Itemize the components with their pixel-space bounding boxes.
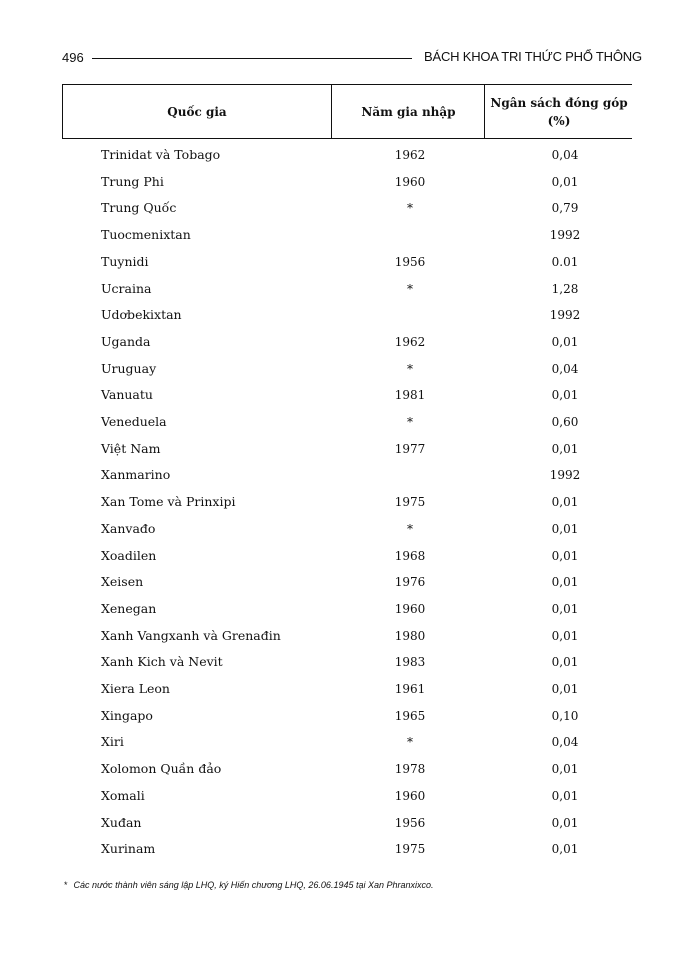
table-cell-year: 1975: [394, 842, 426, 857]
table-cell-country: Uruguay: [101, 360, 157, 376]
column-header-budget-unit: (%): [547, 113, 571, 128]
table-row: [0, 599, 684, 619]
table-row: [0, 198, 684, 218]
table-cell-budget: 0,10: [551, 708, 579, 723]
table-cell-year: 1968: [394, 548, 426, 563]
table-row: [0, 172, 684, 192]
table-cell-country: Xanvađo: [101, 520, 156, 536]
column-header-budget-title: Ngân sách đóng góp: [490, 95, 628, 110]
table-cell-country: Veneduela: [101, 414, 167, 429]
table-cell-country: Xiera Leon: [101, 681, 170, 696]
table-row: [0, 732, 684, 752]
column-header-year: Năm gia nhập: [331, 85, 485, 138]
page-header: [62, 46, 640, 68]
table-header: [62, 84, 632, 139]
table-cell-year: 1956: [394, 254, 426, 269]
table-row: [0, 679, 684, 699]
table-cell-year: *: [407, 521, 413, 536]
table-row: [0, 759, 684, 779]
table-cell-year: 1961: [394, 682, 426, 696]
table-cell-year: 1960: [394, 174, 426, 189]
table-cell-country: Xolomon Quần đảo: [101, 761, 222, 777]
table-row: [0, 706, 684, 726]
table-cell-budget: 0,01: [551, 682, 579, 696]
table-cell-country: Xiri: [101, 734, 124, 750]
table-cell-country: Tuynidi: [101, 253, 149, 269]
table-cell-country: Xenegan: [101, 600, 157, 616]
table-row: [0, 786, 684, 806]
table-cell-year: *: [407, 201, 413, 216]
table-cell-country: Xoadilen: [101, 547, 157, 563]
table-row: [0, 359, 684, 379]
table-cell-country: Vanuatu: [101, 387, 153, 403]
table-cell-country: Xanh Vangxanh và Grenađin: [101, 627, 281, 643]
header-rule: [92, 58, 412, 59]
book-title: BÁCH KHOA TRI THỨC PHỔ THÔNG: [424, 49, 642, 64]
table-row: [0, 626, 684, 646]
table-cell-country: Xurinam: [101, 841, 156, 857]
table-cell-budget: 0,01: [551, 842, 579, 857]
table-cell-budget: 0,60: [551, 415, 579, 429]
table-row: [0, 492, 684, 512]
table-cell-budget: 0,01: [551, 334, 579, 349]
table-cell-year: 1962: [394, 148, 426, 162]
table-cell-budget: 0,01: [551, 388, 579, 403]
table-row: [0, 465, 684, 485]
table-cell-country: Xanh Kich và Nevit: [101, 654, 223, 670]
table-row: [0, 305, 684, 325]
table-cell-budget: 0,01: [551, 495, 579, 510]
table-cell-budget: 0,01: [551, 521, 579, 536]
table-row: [0, 332, 684, 352]
table-cell-budget: 1,28: [551, 281, 579, 296]
table-cell-budget: 0,01: [551, 815, 579, 830]
table-cell-country: Xanmarino: [101, 467, 171, 483]
table-cell-country: Trung Phi: [101, 173, 164, 189]
table-cell-budget: 0,79: [551, 201, 579, 216]
table-cell-country: Xomali: [101, 787, 145, 803]
footnote-mark: *: [64, 880, 68, 890]
table-cell-country: Trinidat và Tobago: [101, 147, 221, 162]
table-cell-country: Udơbekixtan: [101, 307, 182, 323]
table-cell-budget: 0,04: [551, 735, 579, 750]
table-row: [0, 412, 684, 432]
table-cell-country: Xan Tome và Prinxipi: [101, 494, 236, 510]
page-number: 496: [62, 50, 84, 65]
table-cell-budget: 0,01: [551, 548, 579, 563]
table-row: [0, 839, 684, 859]
table-cell-year: 1978: [394, 762, 426, 777]
table-cell-budget: 0,01: [551, 575, 579, 590]
table-cell-year: 1981: [394, 388, 426, 403]
table-cell-budget: 0,01: [551, 441, 579, 456]
table-row: [0, 225, 684, 245]
footnote-text: Các nước thành viên sáng lập LHQ, ký Hiến chương LHQ, 26.06.1945 tại Xan Phranxixco.: [73, 880, 434, 890]
table-cell-year: *: [407, 281, 413, 296]
table-row: [0, 145, 684, 165]
table-cell-budget: 0,01: [551, 601, 579, 616]
table-cell-country: Trung Quốc: [101, 200, 177, 216]
column-header-country: Quốc gia: [167, 104, 227, 119]
table-cell-year: 1960: [394, 601, 426, 616]
table-cell-budget: 0,01: [551, 174, 579, 189]
table-cell-budget: 1992: [549, 308, 581, 323]
table-cell-budget: 0,04: [551, 361, 579, 376]
table-row: [0, 572, 684, 592]
table-cell-country: Việt Nam: [101, 440, 161, 456]
table-cell-year: 1956: [394, 815, 426, 830]
table-cell-country: Xeisen: [101, 574, 144, 590]
table-cell-budget: 0,01: [551, 628, 579, 643]
column-header-budget: [484, 85, 633, 138]
table-cell-year: 1977: [394, 441, 426, 456]
table-cell-budget: 0.01: [551, 254, 579, 269]
footnote: [64, 880, 434, 890]
table-cell-year: *: [407, 415, 413, 429]
table-row: [0, 385, 684, 405]
table-row: [0, 279, 684, 299]
table-cell-budget: 0,01: [551, 655, 579, 670]
table-cell-country: Ucraina: [101, 280, 152, 296]
table-row: [0, 519, 684, 539]
table-cell-budget: 1992: [549, 468, 581, 483]
table-cell-country: Tuocmenixtan: [101, 227, 191, 243]
table-row: [0, 652, 684, 672]
table-row: [0, 439, 684, 459]
table-cell-country: Xingapo: [101, 707, 153, 723]
table-cell-year: 1983: [394, 655, 426, 670]
table-cell-year: 1976: [394, 575, 426, 590]
table-cell-budget: 0,01: [551, 788, 579, 803]
table-cell-year: *: [407, 735, 413, 750]
table-row: [0, 252, 684, 272]
table-cell-year: 1962: [394, 334, 426, 349]
table-cell-budget: 1992: [549, 228, 581, 243]
table-cell-budget: 0,04: [551, 148, 579, 162]
table-cell-year: 1980: [394, 628, 426, 643]
table-cell-country: Xuđan: [101, 814, 142, 830]
table-row: [0, 813, 684, 833]
table-cell-year: *: [407, 361, 413, 376]
table-cell-country: Uganda: [101, 333, 151, 349]
table-cell-year: 1975: [394, 495, 426, 510]
table-row: [0, 546, 684, 566]
table-cell-year: 1965: [394, 708, 426, 723]
table-cell-budget: 0,01: [551, 762, 579, 777]
table-cell-year: 1960: [394, 788, 426, 803]
